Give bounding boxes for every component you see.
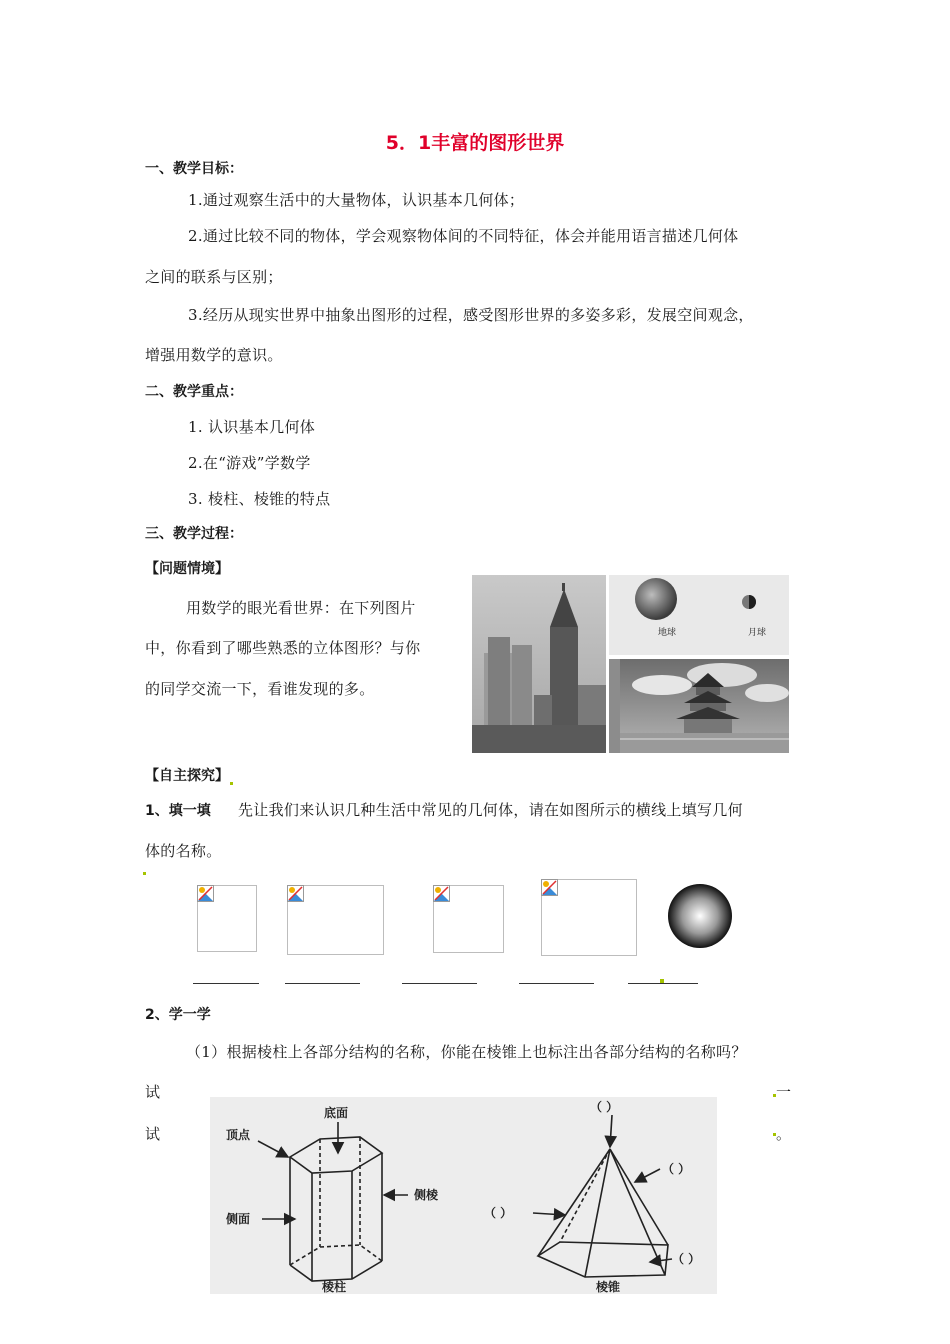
- page-title: 5．1丰富的图形世界: [385, 132, 565, 154]
- solid-figure-4: [541, 879, 637, 956]
- sphere-figure: [668, 884, 732, 948]
- moon-label: 月球: [748, 628, 767, 638]
- format-mark: [660, 979, 664, 983]
- answer-blank-3[interactable]: [402, 983, 477, 984]
- fill-text-line1: 先让我们来认识几种生活中常见的几何体，请在如图所示的横线上填写几何: [238, 801, 743, 819]
- fill-label: 1、填一填: [145, 803, 211, 819]
- label-prism: 棱柱: [322, 1280, 347, 1294]
- right-char-2: 。: [776, 1125, 792, 1143]
- answer-blank-4[interactable]: [519, 983, 594, 984]
- scenario-line-2: 中，你看到了哪些熟悉的立体图形？与你: [145, 639, 421, 657]
- format-mark: [230, 782, 233, 785]
- answer-blank-5[interactable]: [628, 983, 698, 984]
- section-heading-process: 三、教学过程：: [145, 526, 243, 542]
- prism-pyramid-drawing: [210, 1097, 717, 1294]
- label-top-face: 底面: [324, 1106, 349, 1120]
- solid-figure-2: [287, 885, 384, 955]
- learn-question: （1）根据棱柱上各部分结构的名称，你能在棱锥上也标注出各部分结构的名称吗？: [186, 1043, 747, 1061]
- goal-item-3: 3.经历从现实世界中抽象出图形的过程，感受图形世界的多姿多彩，发展空间观念，: [188, 306, 754, 324]
- right-char-1: 一: [776, 1083, 792, 1101]
- scenario-line-1: 用数学的眼光看世界：在下列图片: [186, 599, 416, 617]
- broken-image-icon: [433, 885, 450, 902]
- broken-image-icon: [541, 879, 558, 896]
- sphere-image: [668, 884, 732, 948]
- explore-heading-text: 【自主探究】: [145, 768, 229, 784]
- label-side-face: 侧面: [226, 1212, 251, 1226]
- blank-label-top: （ ）: [590, 1100, 619, 1114]
- earth-label: 地球: [658, 628, 677, 638]
- photo-collage: [472, 575, 789, 753]
- blank-label-right: （ ）: [662, 1162, 691, 1176]
- broken-image-icon: [287, 885, 304, 902]
- keypoint-item-1: 1. 认识基本几何体: [188, 418, 316, 436]
- answer-blank-2[interactable]: [285, 983, 360, 984]
- goal-item-3-cont: 增强用数学的意识。: [145, 346, 283, 364]
- broken-image-icon: [197, 885, 214, 902]
- format-mark: [773, 1094, 776, 1097]
- answer-blank-1[interactable]: [193, 983, 259, 984]
- explore-heading: [145, 765, 234, 785]
- format-mark: [773, 1133, 776, 1136]
- goal-item-1: 1.通过观察生活中的大量物体，认识基本几何体；: [188, 191, 525, 209]
- keypoint-item-2: 2.在“游戏”学数学: [188, 454, 311, 472]
- scenario-line-3: 的同学交流一下，看谁发现的多。: [145, 680, 375, 698]
- solid-figure-1: [197, 885, 257, 952]
- format-mark: [143, 872, 146, 875]
- label-side-edge: 侧棱: [414, 1188, 439, 1202]
- try-char-2: 试: [145, 1125, 161, 1143]
- label-vertex: 顶点: [226, 1128, 251, 1142]
- label-pyramid: 棱锥: [596, 1280, 621, 1294]
- blank-label-left: （ ）: [484, 1206, 513, 1220]
- blank-label-bottom: （ ）: [672, 1252, 701, 1266]
- section-heading-keypoints: 二、教学重点：: [145, 384, 243, 400]
- section-heading-goals: 一、教学目标：: [145, 161, 243, 177]
- goal-item-2: 2.通过比较不同的物体，学会观察物体间的不同特征，体会并能用语言描述几何体: [188, 227, 739, 245]
- learn-label: 2、学一学: [145, 1007, 211, 1023]
- goal-item-2-cont: 之间的联系与区别；: [145, 268, 283, 286]
- scenario-heading: 【问题情境】: [145, 561, 229, 577]
- fill-text-line2: 体的名称。: [145, 842, 222, 860]
- keypoint-item-3: 3. 棱柱、棱锥的特点: [188, 490, 331, 508]
- prism-pyramid-figure: [210, 1097, 717, 1294]
- solid-figure-3: [433, 885, 504, 953]
- try-char-1: 试: [145, 1083, 161, 1101]
- photo-collage-image: [472, 575, 789, 753]
